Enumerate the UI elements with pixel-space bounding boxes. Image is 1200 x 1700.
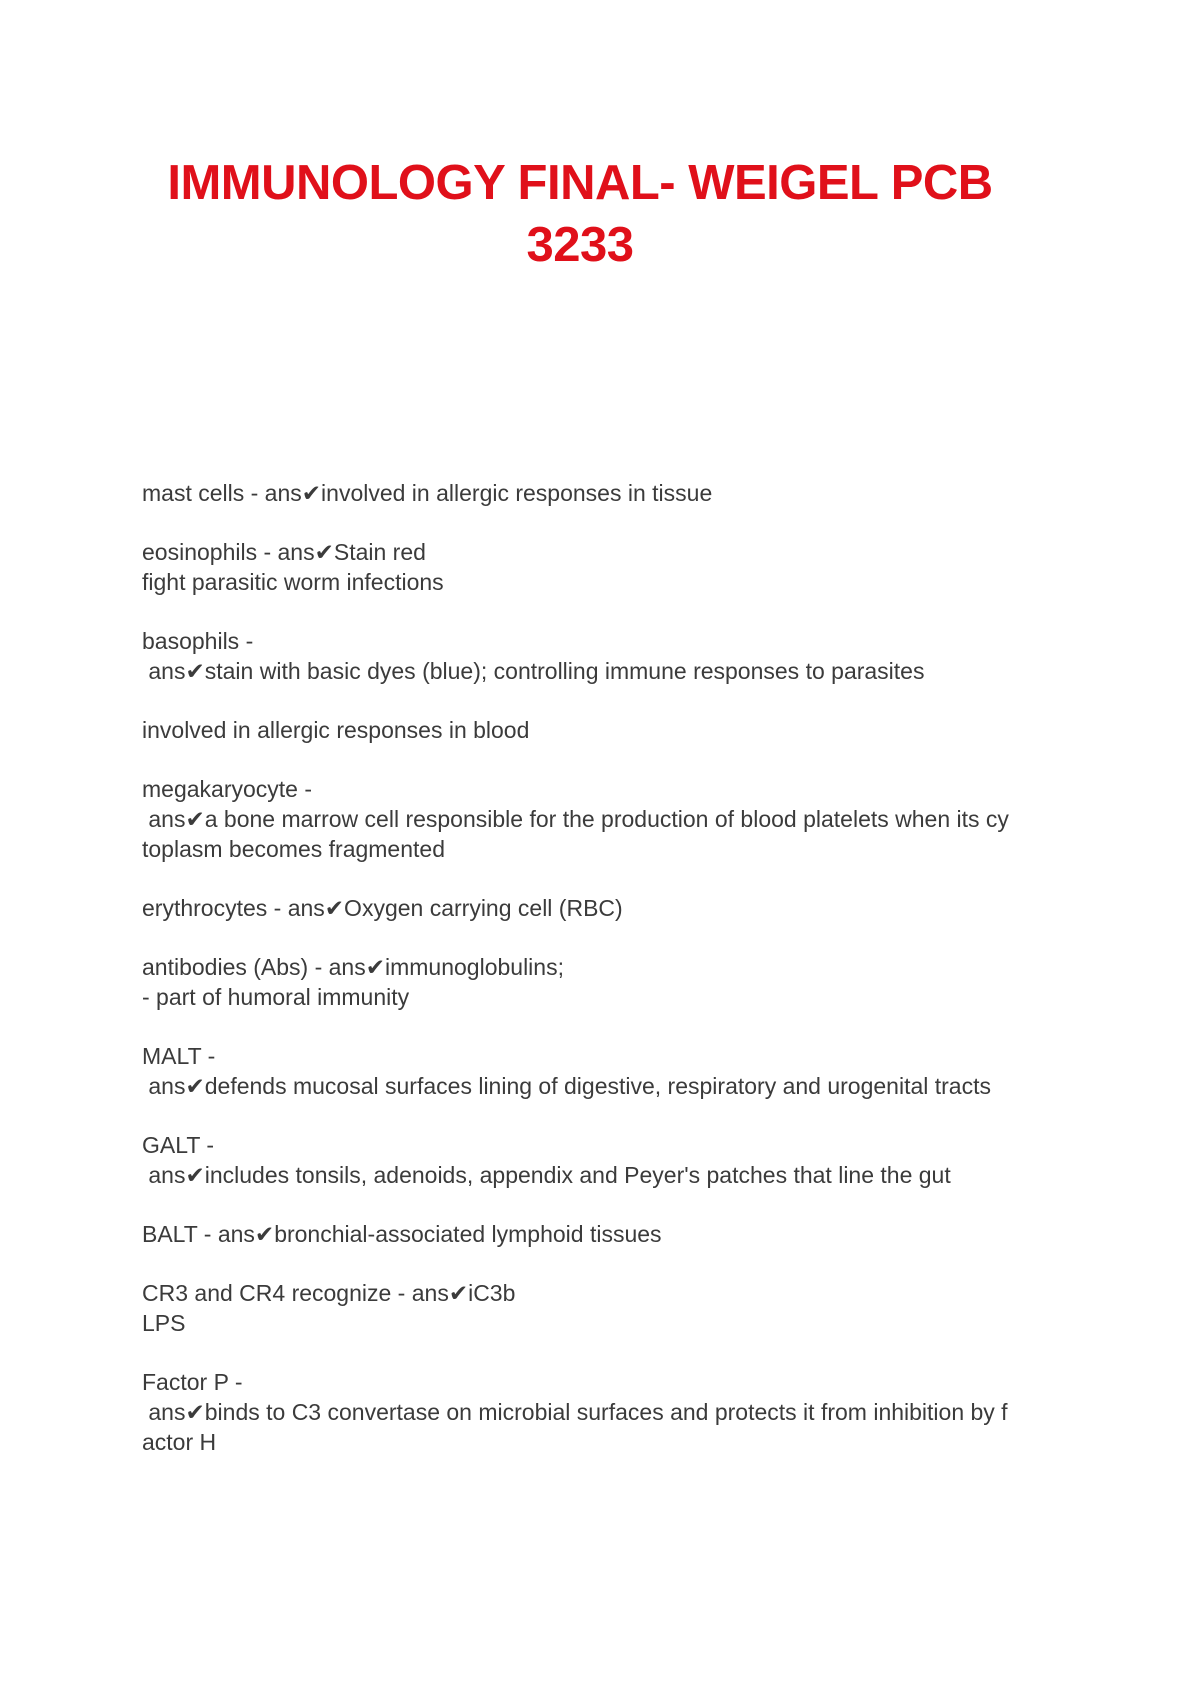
flashcard-list [142,478,1082,1486]
entry-text-line: mast cells - ans✔involved in allergic responses in tissue [142,480,713,506]
entry-text-line: eosinophils - ans✔Stain red [142,539,426,565]
entry-text-line: MALT - [142,1043,216,1069]
entry-text-line: - part of humoral immunity [142,984,410,1010]
title-line-1: IMMUNOLOGY FINAL- WEIGEL PCB [167,156,993,210]
entry-text-line: LPS [142,1310,186,1336]
entry-text-line: megakaryocyte - [142,776,313,802]
entry-text-line: BALT - ans✔bronchial-associated lymphoid tissues [142,1221,662,1247]
flashcard-entry [142,1278,1082,1338]
entry-text-line: erythrocytes - ans✔Oxygen carrying cell (RBC) [142,895,623,921]
entry-text-line: GALT - [142,1132,214,1158]
document-title [160,152,1000,276]
flashcard-entry [142,478,1082,508]
entry-text-line: ans✔a bone marrow cell responsible for the production of blood platelets when its cy [142,806,1009,832]
entry-text-line: Factor P - [142,1369,243,1395]
entry-text-line: ans✔includes tonsils, adenoids, appendix and Peyer's patches that line the gut [142,1162,951,1188]
flashcard-entry [142,1041,1082,1101]
entry-text-line: antibodies (Abs) - ans✔immunoglobulins; [142,954,564,980]
flashcard-entry [142,774,1082,864]
entry-text-line: actor H [142,1429,217,1455]
entry-text-line: toplasm becomes fragmented [142,836,445,862]
flashcard-entry [142,1367,1082,1457]
entry-text-line: ans✔binds to C3 convertase on microbial surfaces and protects it from inhibition by f [142,1399,1008,1425]
entry-text-line: CR3 and CR4 recognize - ans✔iC3b [142,1280,516,1306]
flashcard-entry [142,952,1082,1012]
entry-text-line: ans✔stain with basic dyes (blue); controlling immune responses to parasites [142,658,925,684]
entry-text-line: ans✔defends mucosal surfaces lining of digestive, respiratory and urogenital tracts [142,1073,991,1099]
flashcard-entry [142,715,1082,745]
flashcard-entry [142,537,1082,597]
flashcard-entry [142,893,1082,923]
title-line-2: 3233 [526,218,634,272]
entry-text-line: fight parasitic worm infections [142,569,444,595]
entry-text-line: involved in allergic responses in blood [142,717,530,743]
flashcard-entry [142,1130,1082,1190]
entry-text-line: basophils - [142,628,254,654]
flashcard-entry [142,626,1082,686]
flashcard-entry [142,1219,1082,1249]
